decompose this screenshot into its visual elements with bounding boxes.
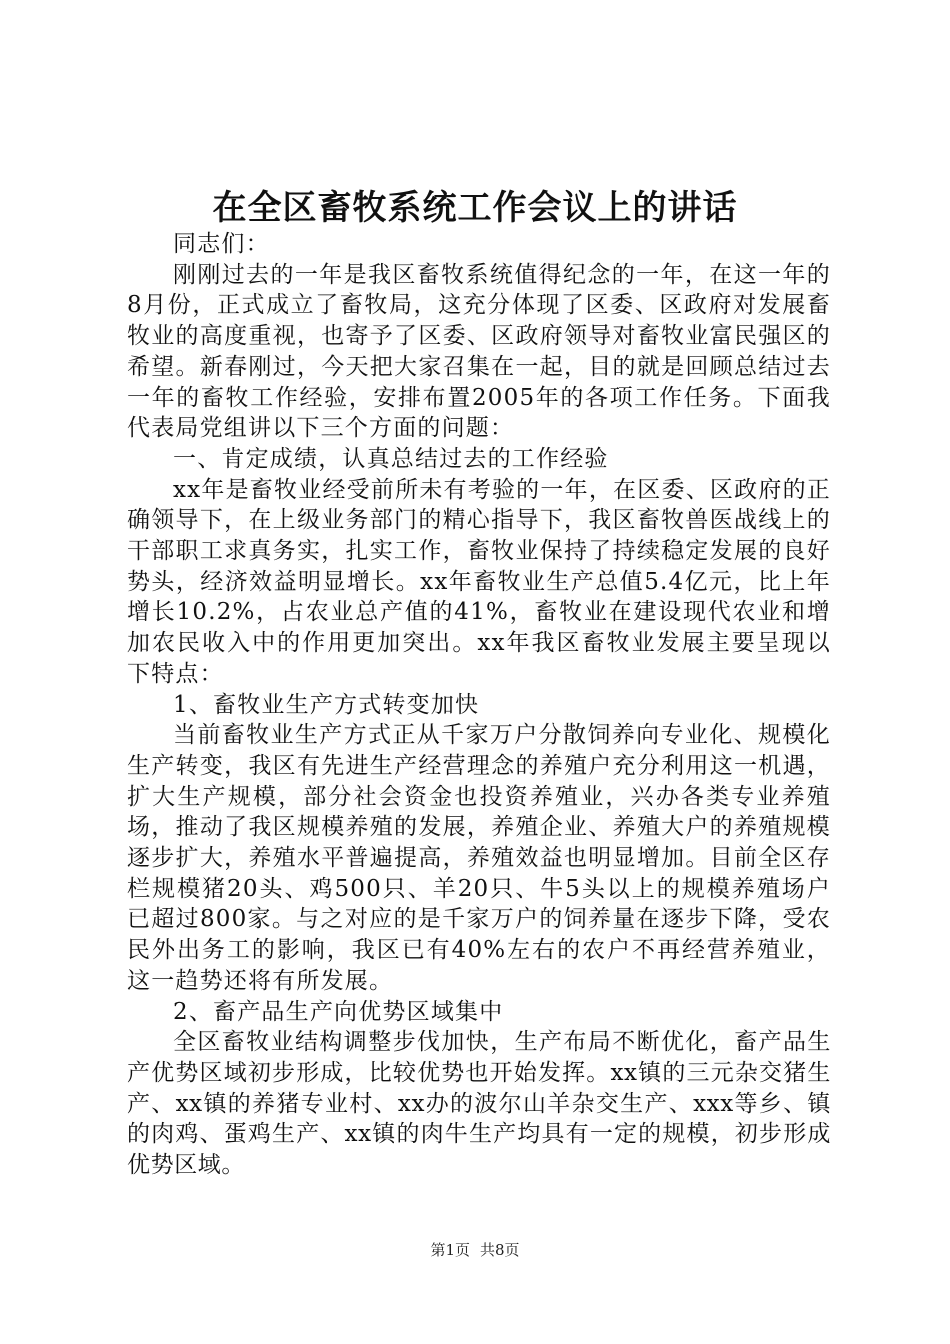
- production-mode-paragraph: 当前畜牧业生产方式正从千家万户分散饲养向专业化、规模化生产转变，我区有先进生产经营理念的养殖户充分利用这一机遇，扩大生产规模，部分社会资金也投资养殖业，兴办各类专业养殖场，推动了我区规模养殖的发展，养殖企业、养殖大户的养殖规模逐步扩大，养殖水平普遍提高，养殖效益也明显增加。目前全区存栏规模猪20头、鸡500只、羊20只、牛5头以上的规模养殖场户已超过800家。与之对应的是千家万户的饲养量在逐步下降，受农民外出务工的影响，我区已有40%左右的农户不再经营养殖业，这一趋势还将有所发展。: [127, 722, 831, 994]
- page-total: 共8页: [480, 1241, 520, 1259]
- page-footer: [0, 1240, 950, 1260]
- document-title: 在全区畜牧系统工作会议上的讲话: [212, 188, 738, 228]
- section-heading-1: 一、肯定成绩，认真总结过去的工作经验: [173, 445, 609, 472]
- page-number: 第1页: [430, 1241, 470, 1259]
- subheading-2: 2、畜产品生产向优势区域集中: [173, 998, 504, 1025]
- document-body: [127, 229, 831, 1181]
- intro-paragraph: 刚刚过去的一年是我区畜牧系统值得纪念的一年，在这一年的8月份，正式成立了畜牧局，这充分体现了区委、区政府对发展畜牧业的高度重视，也寄予了区委、区政府领导对畜牧业富民强区的希望。新春刚过，今天把大家召集在一起，目的就是回顾总结过去一年的畜牧工作经验，安排布置2005年的各项工作任务。下面我代表局党组讲以下三个方面的问题：: [127, 261, 831, 442]
- achievements-paragraph: xx年是畜牧业经受前所未有考验的一年，在区委、区政府的正确领导下，在上级业务部门的精心指导下，我区畜牧兽医战线上的干部职工求真务实，扎实工作，畜牧业保持了持续稳定发展的良好势头，经济效益明显增长。xx年畜牧业生产总值5.4亿元，比上年增长10.2%，占农业总产值的41%，畜牧业在建设现代农业和增加农民收入中的作用更加突出。xx年我区畜牧业发展主要呈现以下特点：: [127, 476, 831, 687]
- subheading-1: 1、畜牧业生产方式转变加快: [173, 691, 480, 718]
- salutation: 同志们：: [173, 231, 270, 257]
- regional-concentration-paragraph: 全区畜牧业结构调整步伐加快，生产布局不断优化，畜产品生产优势区域初步形成，比较优势也开始发挥。xx镇的三元杂交猪生产、xx镇的养猪专业村、xx办的波尔山羊杂交生产、xxx等乡、镇的肉鸡、蛋鸡生产、xx镇的肉牛生产均具有一定的规模，初步形成优势区域。: [127, 1029, 831, 1179]
